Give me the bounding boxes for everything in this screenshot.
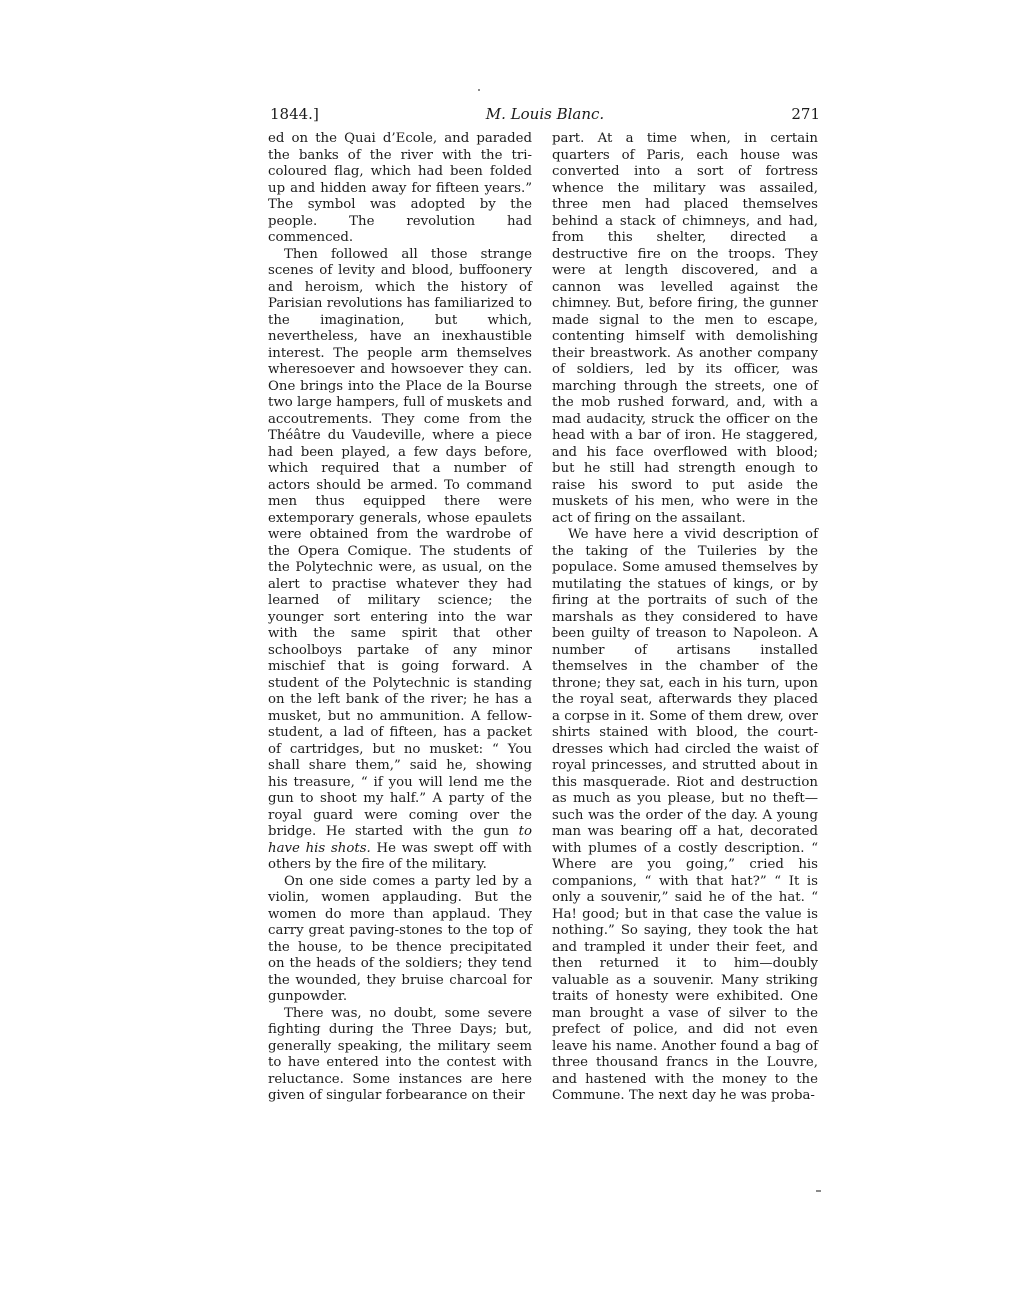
paragraph-text: Then followed all those strange scenes of levity and blood, buffoonery and heroism, which the history of Parisian revolutions has familiarized to the imagination, but which, nevertheless, have an inexhaustible interest. The people arm themselves wheresoever and howsoever they can. One brings into the Place de la Bourse two large hampers, full of muskets and accoutrements. They come from the Théâtre du Vaudeville, where a piece had been played, a few days before, which required that a number of actors should be armed. To command men thus equipped there were extemporary generals, whose epaulets were obtained from the wardrobe of the Opera Comique. The students of the Polytechnic were, as usual, on the alert to practise whatever they had learned of military science; the younger sort entering into the war with the same spirit that other schoolboys partake of any minor mischief that is going forward. A student of the Polytechnic is standing on the left bank of the river; he has a musket, but no ammunition. A fellow-student, a lad of fifteen, has a packet of cartridges, but no musket: “ You shall share them,” said he, showing his treasure, “ if you will lend me the gun to shoot my half.” A party of the royal guard were coming over the bridge. He started with the gun: [268, 246, 532, 839]
right-column: [552, 131, 818, 1105]
paragraph-text-continued: He was swept off with others by the fire of the military.: [268, 840, 532, 872]
paragraph: We have here a vivid description of the taking of the Tuileries by the populace. Some amused themselves by mutilating the statues of kings, or by firing at the portraits of such of the marshals as they considered to have been guilty of treason to Napoleon. A number of artisans installed themselves in the chamber of the throne; they sat, each in his turn, upon the royal seat, afterwards they placed a corpse in it. Some of them drew, over shirts stained with blood, the court-dresses which had circled the waist of royal princesses, and strutted about in this masquerade. Riot and destruction as much as you please, but no theft—such was the order of the day. A young man was bearing off a hat, decorated with plumes of a costly description. “ Where are you going,” cried his companions, “ with that hat?” “ It is only a souvenir,” said he of the hat. “ Ha! good; but in that case the value is nothing.” So saying, they took the hat and trampled it under their feet, and then returned it to him—doubly valuable as a souvenir. Many striking traits of honesty were exhibited. One man brought a vase of silver to the prefect of police, and did not even leave his name. Another found a bag of three thousand francs in the Louvre, and hastened with the money to the Commune. The next day he was proba-: [552, 527, 818, 1103]
italic-phrase: to have his shots.: [268, 824, 532, 856]
paragraph: There was, no doubt, some severe fighting during the Three Days; but, generally speaking, the military seem to have entered into the contest with reluctance. Some instances are here given of singular forbearance on their: [268, 1005, 532, 1103]
paragraph: [268, 247, 532, 874]
header-year: 1844.]: [270, 105, 319, 123]
paragraph: ed on the Quai d’Ecole, and paraded the banks of the river with the tri-coloured flag, which had been folded up and hidden away for fifteen years.” The symbol was adopted by the people. The revolution had commenced.: [268, 131, 532, 245]
ink-speck-top: [478, 89, 480, 91]
header-title: M. Louis Blanc.: [485, 105, 605, 123]
paragraph: On one side comes a party led by a violin, women applauding. But the women do more than applaud. They carry great paving-stones to the top of the house, to be thence precipitated on the heads of the soldiers; they tend the wounded, they bruise charcoal for gunpowder.: [268, 873, 532, 1004]
page-number: 271: [791, 105, 820, 123]
running-header: [270, 105, 820, 127]
left-column: [268, 131, 532, 1105]
ink-speck-bottom: [816, 1190, 821, 1192]
paragraph: part. At a time when, in certain quarters of Paris, each house was converted into a sort of fortress whence the military was assailed, three men had placed themselves behind a stack of chimneys, and had, from this shelter, directed a destructive fire on the troops. They were at length discovered, and a cannon was levelled against the chimney. But, before firing, the gunner made signal to the men to escape, contenting himself with demolishing their breastwork. As another company of soldiers, led by its officer, was marching through the streets, one of the mob rushed forward, and, with a mad audacity, struck the officer on the head with a bar of iron. He staggered, and his face overflowed with blood; but he still had strength enough to raise his sword to put aside the muskets of his men, who were in the act of firing on the assailant.: [552, 131, 818, 526]
